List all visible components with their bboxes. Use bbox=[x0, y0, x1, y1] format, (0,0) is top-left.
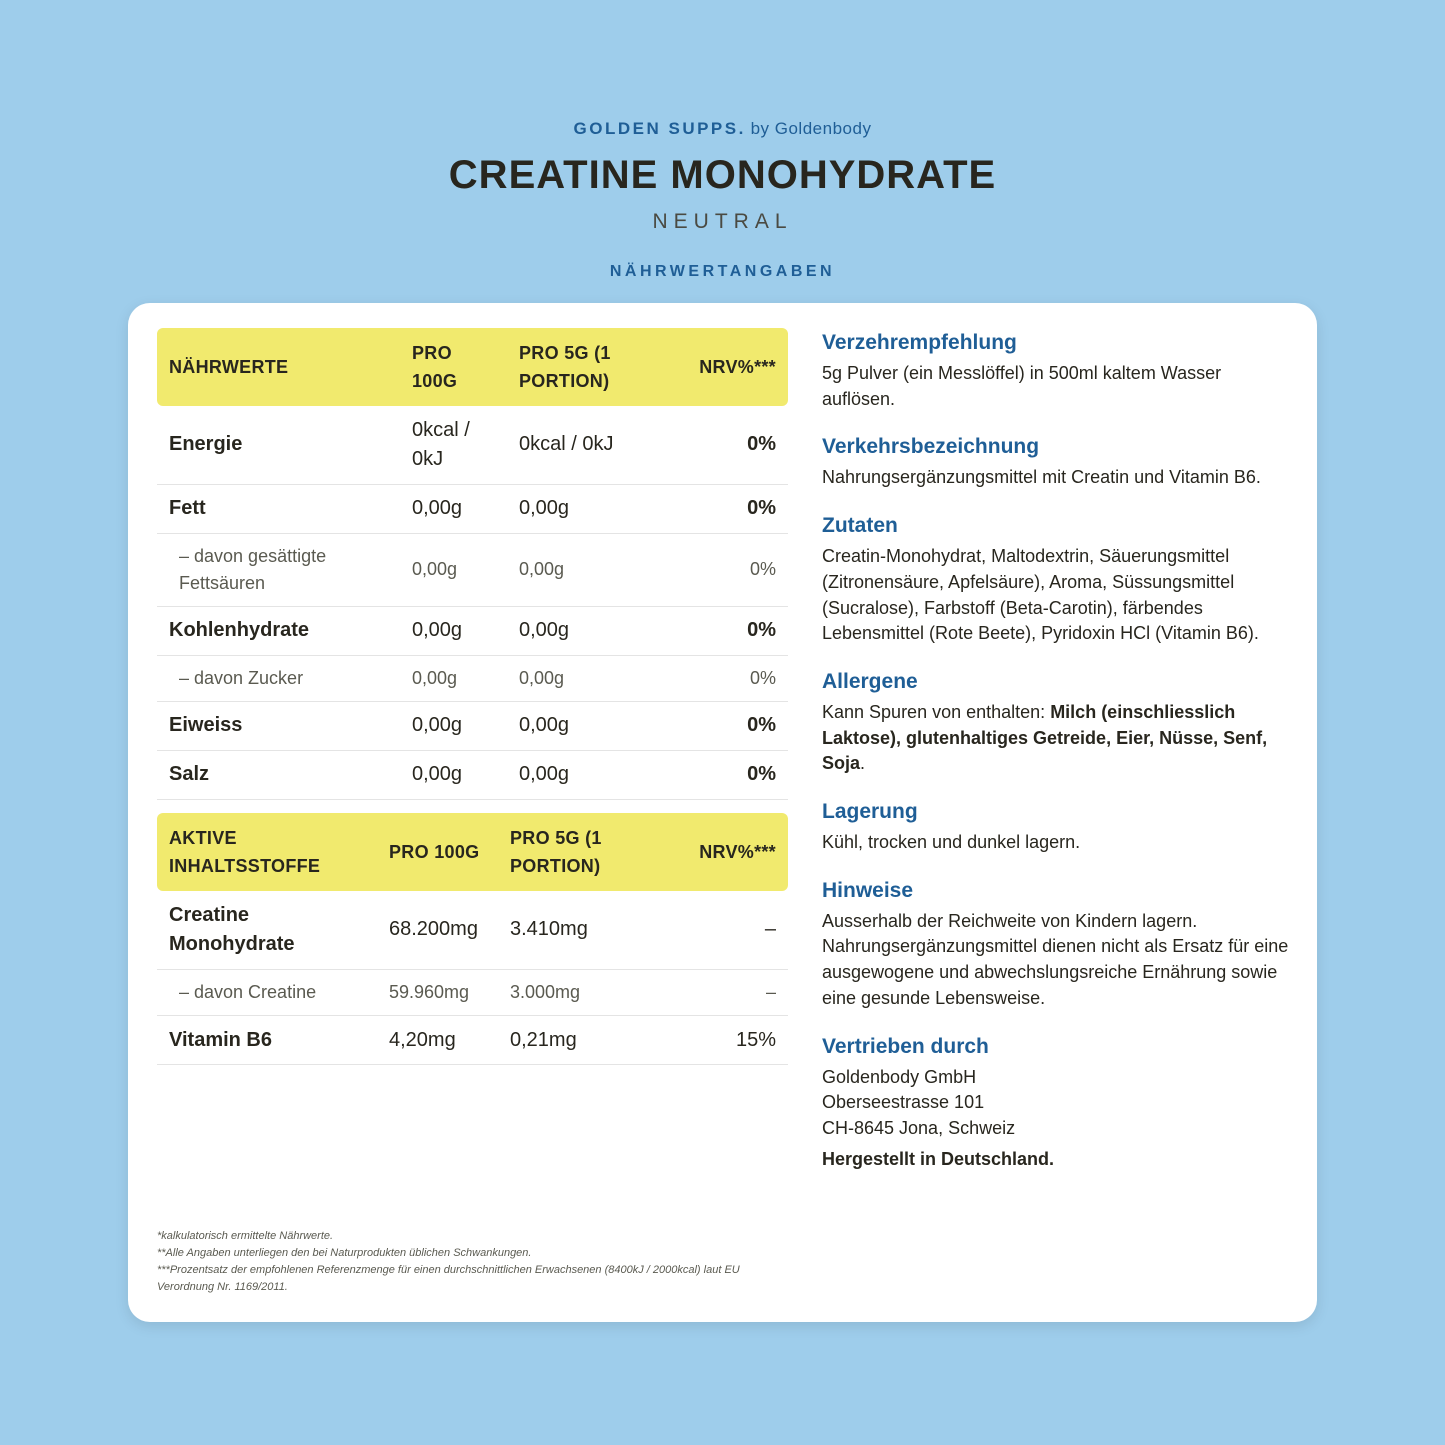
header-per5: PRO 5G (1 PORTION) bbox=[507, 328, 667, 406]
info-text: Creatin-Monohydrat, Maltodextrin, Säuerungsmittel (Zitronensäure, Apfelsäure), Aroma, Süssungsmittel (Sucralose), Farbstoff (Beta-Carotin), färbendes Lebensmittel (Rote Beete), Pyridoxin HCl (Vitamin B6). bbox=[822, 546, 1259, 644]
brand-by: by Goldenbody bbox=[750, 119, 872, 138]
row-nrv: – bbox=[667, 970, 788, 1016]
row-per5: 3.000mg bbox=[498, 970, 667, 1016]
row-name: – davon Creatine bbox=[157, 970, 377, 1016]
info-zutaten bbox=[822, 512, 1292, 647]
info-vertrieb bbox=[822, 1033, 1292, 1173]
info-lagerung bbox=[822, 798, 1292, 856]
row-nrv: 0% bbox=[667, 484, 788, 533]
row-nrv: 15% bbox=[667, 1016, 788, 1065]
row-per5: 0kcal / 0kJ bbox=[507, 406, 667, 484]
row-per100: 0,00g bbox=[400, 484, 507, 533]
table-row bbox=[157, 606, 788, 655]
row-per100: 4,20mg bbox=[377, 1016, 498, 1065]
product-flavor: NEUTRAL bbox=[652, 210, 793, 233]
row-per5: 0,21mg bbox=[498, 1016, 667, 1065]
table-row bbox=[157, 484, 788, 533]
info-title: Hinweise bbox=[822, 878, 914, 902]
info-allergene bbox=[822, 668, 1292, 777]
table-row bbox=[157, 750, 788, 799]
footnote: ***Prozentsatz der empfohlenen Referenzmenge für einen durchschnittlichen Erwachsenen (8400kJ / 2000kcal) laut EU Verordnung Nr. 1169/2011. bbox=[157, 1264, 740, 1293]
row-name: Kohlenhydrate bbox=[157, 606, 400, 655]
table-row bbox=[157, 891, 788, 970]
info-verzehr bbox=[822, 329, 1292, 412]
row-per5: 0,00g bbox=[507, 533, 667, 606]
row-per100: 0,00g bbox=[400, 750, 507, 799]
brand-name: GOLDEN SUPPS. bbox=[573, 119, 746, 138]
footnote: *kalkulatorisch ermittelte Nährwerte. bbox=[157, 1230, 334, 1242]
info-title: Zutaten bbox=[822, 514, 898, 538]
address-line: CH-8645 Jona, Schweiz bbox=[822, 1117, 1016, 1138]
header-per5: PRO 5G (1 PORTION) bbox=[498, 813, 667, 891]
row-name: Vitamin B6 bbox=[157, 1016, 377, 1065]
made-in: Hergestellt in Deutschland. bbox=[822, 1148, 1055, 1169]
row-name: Eiweiss bbox=[157, 701, 400, 750]
product-title: CREATINE MONOHYDRATE bbox=[448, 153, 997, 197]
row-per100: 0,00g bbox=[400, 655, 507, 701]
row-per100: 0,00g bbox=[400, 533, 507, 606]
row-per5: 0,00g bbox=[507, 701, 667, 750]
info-column bbox=[822, 329, 1292, 1193]
info-text: 5g Pulver (ein Messlöffel) in 500ml kaltem Wasser auflösen. bbox=[822, 363, 1222, 409]
footnote: **Alle Angaben unterliegen den bei Naturprodukten üblichen Schwankungen. bbox=[157, 1247, 532, 1259]
row-per100: 0,00g bbox=[400, 606, 507, 655]
info-title: Verkehrsbezeichnung bbox=[822, 435, 1040, 459]
address-line: Goldenbody GmbH bbox=[822, 1066, 977, 1087]
nutrition-header-row bbox=[157, 328, 788, 406]
table-row bbox=[157, 533, 788, 606]
info-text: Nahrungsergänzungsmittel mit Creatin und Vitamin B6. bbox=[822, 467, 1261, 488]
header-per100: PRO 100G bbox=[377, 813, 498, 891]
row-name: – davon Zucker bbox=[157, 655, 400, 701]
row-name: Energie bbox=[157, 406, 400, 484]
table-row bbox=[157, 701, 788, 750]
table-row bbox=[157, 655, 788, 701]
row-per5: 0,00g bbox=[507, 750, 667, 799]
row-per5: 0,00g bbox=[507, 484, 667, 533]
allergene-suffix: . bbox=[860, 753, 866, 774]
row-name: Salz bbox=[157, 750, 400, 799]
row-per5: 0,00g bbox=[507, 655, 667, 701]
allergene-prefix: Kann Spuren von enthalten: bbox=[822, 701, 1051, 722]
row-name: Creatine Monohydrate bbox=[157, 891, 377, 970]
header-nrv: NRV%*** bbox=[667, 813, 788, 891]
row-per100: 68.200mg bbox=[377, 891, 498, 970]
row-nrv: 0% bbox=[667, 533, 788, 606]
table-row bbox=[157, 1016, 788, 1065]
tables-column bbox=[157, 328, 788, 1065]
row-nrv: 0% bbox=[667, 406, 788, 484]
active-ingredients-table bbox=[157, 813, 788, 1066]
header-name: AKTIVE INHALTSSTOFFE bbox=[157, 813, 377, 891]
brand-line bbox=[0, 119, 1445, 139]
nutrition-card bbox=[128, 303, 1317, 1322]
row-name: Fett bbox=[157, 484, 400, 533]
section-label: NÄHRWERTANGABEN bbox=[609, 263, 836, 280]
info-text: Ausserhalb der Reichweite von Kindern lagern. Nahrungsergänzungsmittel dienen nicht als Ersatz für eine ausgewogene und abwechslungsreiche Ernährung sowie eine gesunde Lebensweise. bbox=[822, 910, 1289, 1008]
address-line: Oberseestrasse 101 bbox=[822, 1092, 985, 1113]
header-name: NÄHRWERTE bbox=[157, 328, 400, 406]
header-per100: PRO 100G bbox=[400, 328, 507, 406]
footnotes bbox=[157, 1228, 777, 1296]
row-per5: 3.410mg bbox=[498, 891, 667, 970]
row-nrv: 0% bbox=[667, 606, 788, 655]
info-hinweise bbox=[822, 877, 1292, 1012]
allergene-list: Milch (einschliesslich Laktose), glutenhaltiges Getreide, Eier, Nüsse, Senf, Soja bbox=[822, 701, 1268, 774]
info-verkehr bbox=[822, 433, 1292, 491]
row-nrv: 0% bbox=[667, 701, 788, 750]
nutrition-table bbox=[157, 328, 788, 800]
table-row bbox=[157, 970, 788, 1016]
row-nrv: 0% bbox=[667, 655, 788, 701]
info-title: Vertrieben durch bbox=[822, 1034, 989, 1058]
info-title: Allergene bbox=[822, 669, 918, 693]
row-nrv: 0% bbox=[667, 750, 788, 799]
row-per100: 0kcal / 0kJ bbox=[400, 406, 507, 484]
info-text: Kühl, trocken und dunkel lagern. bbox=[822, 832, 1081, 853]
row-nrv: – bbox=[667, 891, 788, 970]
info-title: Lagerung bbox=[822, 800, 918, 824]
row-name: – davon gesättigte Fettsäuren bbox=[157, 533, 400, 606]
row-per100: 59.960mg bbox=[377, 970, 498, 1016]
table-row bbox=[157, 406, 788, 484]
header-nrv: NRV%*** bbox=[667, 328, 788, 406]
info-text bbox=[822, 700, 1292, 777]
active-header-row bbox=[157, 813, 788, 891]
row-per100: 0,00g bbox=[400, 701, 507, 750]
info-title: Verzehrempfehlung bbox=[822, 331, 1017, 354]
row-per5: 0,00g bbox=[507, 606, 667, 655]
